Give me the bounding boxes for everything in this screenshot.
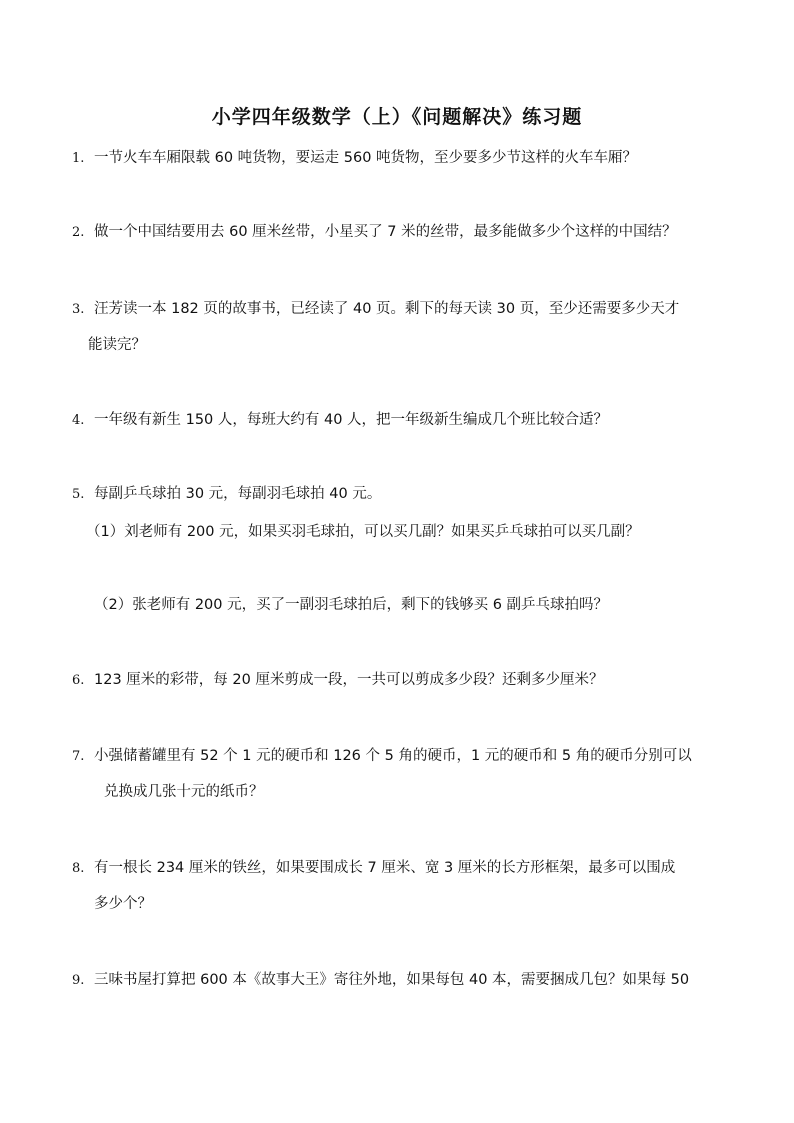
question-text: 一年级有新生 150 人，每班大约有 40 人，把一年级新生编成几个班比较合适？: [94, 412, 609, 428]
question-number: 5.: [72, 487, 85, 502]
question-text: 有一根长 234 厘米的铁丝，如果要围成长 7 厘米、宽 3 厘米的长方形框架，最多可以围成: [94, 860, 676, 876]
question-text: 三味书屋打算把 600 本《故事大王》寄往外地，如果每包 40 本，需要捆成几包？如果每 50: [94, 972, 690, 988]
question-3: [72, 299, 679, 320]
question-9: [72, 970, 689, 991]
question-number: 7.: [72, 749, 85, 764]
question-number: 8.: [72, 861, 85, 876]
question-number: 9.: [72, 973, 85, 988]
question-6: [72, 670, 603, 691]
question-4: [72, 410, 608, 431]
question-number: 1.: [72, 151, 85, 166]
question-text: 一节火车车厢限载 60 吨货物，要运走 560 吨货物，至少要多少节这样的火车车厢？: [94, 150, 638, 166]
question-7-continuation: 兑换成几张十元的纸币？: [104, 784, 264, 800]
question-text: 每副乒乓球拍 30 元，每副羽毛球拍 40 元。: [94, 486, 382, 502]
question-7: [72, 746, 692, 767]
question-number: 4.: [72, 413, 85, 428]
question-text: 123 厘米的彩带，每 20 厘米剪成一段，一共可以剪成多少段？还剩多少厘米？: [94, 672, 604, 688]
question-text: 小强储蓄罐里有 52 个 1 元的硬币和 126 个 5 角的硬币，1 元的硬币和 5 角的硬币分别可以: [94, 748, 692, 764]
question-text: 做一个中国结要用去 60 厘米丝带，小星买了 7 米的丝带，最多能做多少个这样的中国结？: [94, 224, 677, 240]
question-text: 汪芳读一本 182 页的故事书，已经读了 40 页。剩下的每天读 30 页，至少还需要多少天才: [94, 301, 680, 317]
question-5-sub-2: （2）张老师有 200 元，买了一副羽毛球拍后，剩下的钱够买 6 副乒乓球拍吗？: [94, 597, 609, 613]
question-3-continuation: 能读完？: [88, 337, 146, 353]
question-number: 2.: [72, 225, 85, 240]
question-number: 3.: [72, 302, 85, 317]
page-title: 小学四年级数学（上）《问题解决》练习题: [211, 106, 583, 128]
question-number: 6.: [72, 673, 85, 688]
question-5-sub-1: （1）刘老师有 200 元，如果买羽毛球拍，可以买几副？如果买乒乓球拍可以买几副？: [86, 524, 640, 540]
question-1: [72, 148, 637, 169]
question-8: [72, 858, 675, 879]
question-2: [72, 222, 677, 243]
question-8-continuation: 多少个？: [94, 896, 152, 912]
question-5: [72, 484, 381, 505]
